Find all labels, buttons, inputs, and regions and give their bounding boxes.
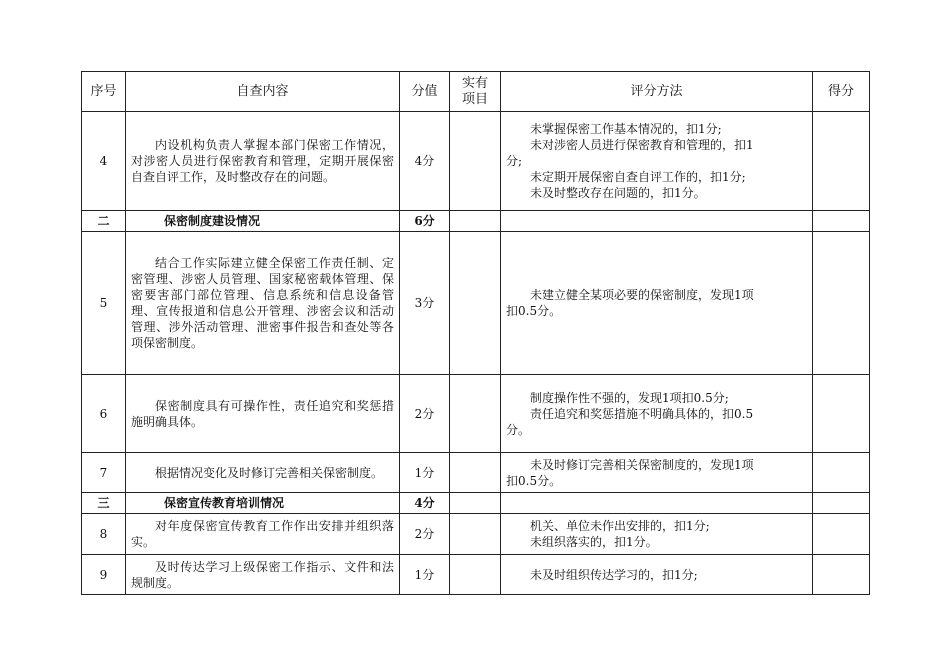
header-method: 评分方法 (501, 72, 813, 112)
method-line: 机关、单位未作出安排的，扣1分; (530, 519, 710, 533)
header-got: 得分 (813, 72, 870, 112)
row-actual-cell[interactable] (450, 514, 501, 555)
table-row (82, 375, 870, 453)
method-line: 未掌握保密工作基本情况的，扣1分; (530, 122, 722, 136)
header-actual: 实有项目 (450, 72, 501, 112)
row-actual-cell[interactable] (450, 112, 501, 211)
table-row (82, 514, 870, 555)
row-number: 6 (82, 375, 126, 453)
table-row (82, 112, 870, 211)
self-check-table (81, 71, 870, 595)
method-line: 分; (506, 154, 523, 168)
row-score: 2分 (400, 375, 450, 453)
row-method (501, 453, 813, 493)
row-actual-cell[interactable] (450, 375, 501, 453)
section-row (82, 211, 870, 232)
row-score: 2分 (400, 514, 450, 555)
method-line: 未组织落实的，扣1分。 (530, 535, 658, 549)
row-got-cell[interactable] (813, 514, 870, 555)
row-got-cell[interactable] (813, 375, 870, 453)
row-score: 4分 (400, 112, 450, 211)
method-line: 未及时修订完善相关保密制度的，发现1项 (530, 457, 754, 472)
method-line: 未建立健全某项必要的保密制度，发现1项 (530, 288, 754, 302)
method-line: 未定期开展保密自查自评工作的，扣1分; (530, 170, 746, 184)
section-title: 保密制度建设情况 (126, 211, 400, 232)
row-number: 5 (82, 232, 126, 375)
table-row (82, 555, 870, 595)
row-got-cell[interactable] (813, 112, 870, 211)
row-actual-cell[interactable] (450, 232, 501, 375)
row-number: 7 (82, 453, 126, 493)
section-got-cell (813, 493, 870, 514)
row-method (501, 375, 813, 453)
method-line: 责任追究和奖惩措施不明确具体的，扣0.5 (530, 406, 754, 421)
section-got-cell (813, 211, 870, 232)
section-row (82, 493, 870, 514)
method-line: 扣0.5分。 (506, 473, 562, 488)
table-row (82, 232, 870, 375)
row-score: 1分 (400, 555, 450, 595)
row-content: 内设机构负责人掌握本部门保密工作情况，对涉密人员进行保密教育和管理，定期开展保密自查自评工作，及时整改存在的问题。 (126, 112, 400, 211)
row-content: 根据情况变化及时修订完善相关保密制度。 (126, 453, 400, 493)
row-method (501, 555, 813, 595)
row-number: 9 (82, 555, 126, 595)
section-number: 二 (82, 211, 126, 232)
row-number: 4 (82, 112, 126, 211)
row-method (501, 232, 813, 375)
row-method (501, 112, 813, 211)
row-content: 结合工作实际建立健全保密工作责任制、定密管理、涉密人员管理、国家秘密载体管理、保密要害部门部位管理、信息系统和信息设备管理、宣传报道和信息公开管理、涉密会议和活动管理、涉外活动管理、泄密事件报告和查处等各项保密制度。 (126, 232, 400, 375)
section-actual-cell (450, 211, 501, 232)
method-line: 扣0.5分。 (506, 304, 562, 318)
header-score: 分值 (400, 72, 450, 112)
row-score: 3分 (400, 232, 450, 375)
table-header-row (82, 72, 870, 112)
method-line: 未对涉密人员进行保密教育和管理的，扣1 (530, 138, 754, 152)
section-score: 6分 (400, 211, 450, 232)
section-title: 保密宣传教育培训情况 (126, 493, 400, 514)
row-actual-cell[interactable] (450, 453, 501, 493)
row-got-cell[interactable] (813, 555, 870, 595)
table-row (82, 453, 870, 493)
method-line: 分。 (506, 422, 531, 437)
method-line: 未及时整改存在问题的，扣1分。 (530, 186, 706, 200)
method-line: 制度操作性不强的，发现1项扣0.5分; (530, 390, 729, 405)
method-line: 未及时组织传达学习的，扣1分; (530, 567, 698, 582)
header-no: 序号 (82, 72, 126, 112)
row-actual-cell[interactable] (450, 555, 501, 595)
section-method-cell (501, 493, 813, 514)
row-content: 及时传达学习上级保密工作指示、文件和法规制度。 (126, 555, 400, 595)
row-number: 8 (82, 514, 126, 555)
row-score: 1分 (400, 453, 450, 493)
row-method (501, 514, 813, 555)
row-got-cell[interactable] (813, 453, 870, 493)
row-content: 对年度保密宣传教育工作作出安排并组织落实。 (126, 514, 400, 555)
row-got-cell[interactable] (813, 232, 870, 375)
section-method-cell (501, 211, 813, 232)
section-actual-cell (450, 493, 501, 514)
section-number: 三 (82, 493, 126, 514)
section-score: 4分 (400, 493, 450, 514)
header-content: 自查内容 (126, 72, 400, 112)
row-content: 保密制度具有可操作性，责任追究和奖惩措施明确具体。 (126, 375, 400, 453)
